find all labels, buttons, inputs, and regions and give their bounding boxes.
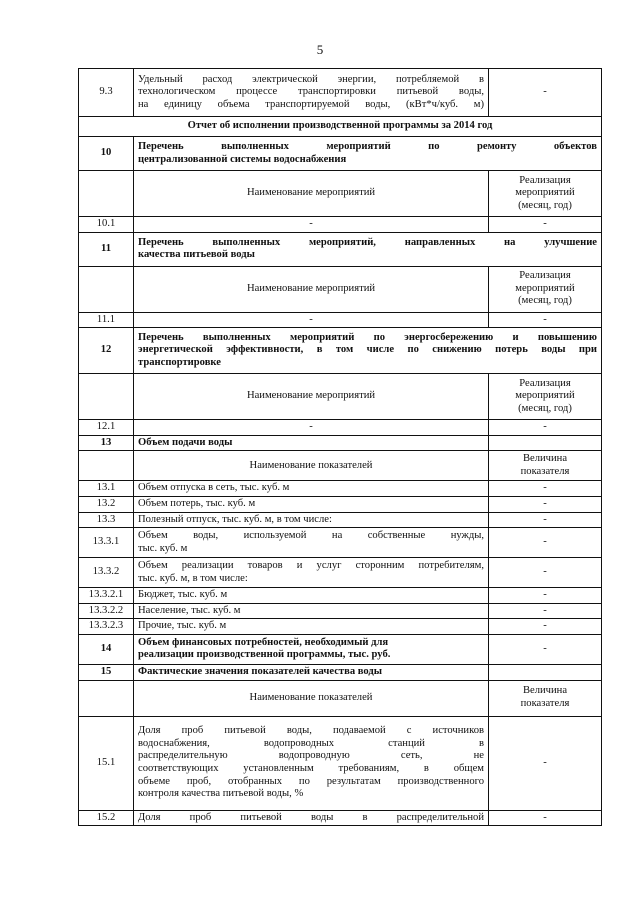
indicator-value: - bbox=[489, 528, 602, 558]
column-header-name: Наименование мероприятий bbox=[134, 171, 489, 217]
indicator-text: Объем отпуска в сеть, тыс. куб. м bbox=[134, 481, 489, 497]
indicator-text: Доля проб питьевой воды, подаваемой с источников водоснабжения, водопроводных станций в распределительную водопроводную сеть, не соответствующих установленным требованиям, в общем объеме проб, отобранных по результатам производственного контроля качества питьевой воды, % bbox=[134, 716, 489, 810]
column-header-name: Наименование мероприятий bbox=[134, 374, 489, 420]
measure-value: - bbox=[489, 420, 602, 436]
section-number: 11 bbox=[79, 232, 134, 266]
indicator-value: - bbox=[489, 496, 602, 512]
section-title: Перечень выполненных мероприятий по ремонту объектов централизованной системы водоснабжения bbox=[134, 137, 602, 171]
indicator-value: - bbox=[489, 481, 602, 497]
column-header-name: Наименование показателей bbox=[134, 680, 489, 716]
indicator-text: Прочие, тыс. куб. м bbox=[134, 619, 489, 635]
table-row-10-1 bbox=[79, 217, 602, 233]
indicator-value: - bbox=[489, 716, 602, 810]
table-row-9-3 bbox=[79, 69, 602, 117]
table-row-13-3-1 bbox=[79, 528, 602, 558]
indicator-text: Объем реализации товаров и услуг сторонним потребителям, тыс. куб. м, в том числе: bbox=[134, 558, 489, 588]
measure-name: - bbox=[134, 420, 489, 436]
indicator-value: - bbox=[489, 603, 602, 619]
column-header-row-15 bbox=[79, 680, 602, 716]
indicator-text: Доля проб питьевой воды в распределительной bbox=[134, 810, 489, 826]
indicator-value: - bbox=[489, 619, 602, 635]
column-header-row-10 bbox=[79, 171, 602, 217]
table-row-11-1 bbox=[79, 312, 602, 328]
row-number: 13.3.2.3 bbox=[79, 619, 134, 635]
section-row-13 bbox=[79, 435, 602, 451]
column-header-row-11 bbox=[79, 266, 602, 312]
table-row-13-1 bbox=[79, 481, 602, 497]
row-number: 13.3 bbox=[79, 512, 134, 528]
empty-cell bbox=[79, 374, 134, 420]
section-row-11 bbox=[79, 232, 602, 266]
section-number: 12 bbox=[79, 328, 134, 374]
report-header: Отчет об исполнении производственной программы за 2014 год bbox=[79, 117, 602, 137]
row-number: 15.1 bbox=[79, 716, 134, 810]
empty-cell bbox=[79, 680, 134, 716]
empty-cell bbox=[489, 435, 602, 451]
measure-value: - bbox=[489, 312, 602, 328]
row-number: 13.3.2 bbox=[79, 558, 134, 588]
indicator-value: - bbox=[489, 810, 602, 826]
column-header-name: Наименование мероприятий bbox=[134, 266, 489, 312]
table-row-13-2 bbox=[79, 496, 602, 512]
section-title: Фактические значения показателей качества воды bbox=[134, 664, 489, 680]
section-title: Перечень выполненных мероприятий, направленных на улучшение качества питьевой воды bbox=[134, 232, 602, 266]
section-title: Объем подачи воды bbox=[134, 435, 489, 451]
row-number: 12.1 bbox=[79, 420, 134, 436]
column-header-name: Наименование показателей bbox=[134, 451, 489, 481]
row-number: 13.2 bbox=[79, 496, 134, 512]
table-row-13-3 bbox=[79, 512, 602, 528]
section-row-14 bbox=[79, 634, 602, 664]
page-number: 5 bbox=[316, 42, 324, 57]
measure-value: - bbox=[489, 217, 602, 233]
indicator-value: - bbox=[489, 512, 602, 528]
indicator-text: Население, тыс. куб. м bbox=[134, 603, 489, 619]
row-number: 13.1 bbox=[79, 481, 134, 497]
column-header-value: Реализация мероприятий (месяц, год) bbox=[489, 266, 602, 312]
column-header-row-12 bbox=[79, 374, 602, 420]
row-number: 10.1 bbox=[79, 217, 134, 233]
column-header-value: Величина показателя bbox=[489, 680, 602, 716]
table-row-13-3-2-2 bbox=[79, 603, 602, 619]
row-number: 15.2 bbox=[79, 810, 134, 826]
row-number: 11.1 bbox=[79, 312, 134, 328]
indicator-value: - bbox=[489, 69, 602, 117]
indicator-value: - bbox=[489, 558, 602, 588]
empty-cell bbox=[489, 664, 602, 680]
table-row-13-3-2-1 bbox=[79, 588, 602, 604]
empty-cell bbox=[79, 451, 134, 481]
table-row-15-1 bbox=[79, 716, 602, 810]
measure-name: - bbox=[134, 217, 489, 233]
measure-name: - bbox=[134, 312, 489, 328]
indicator-text: Удельный расход электрической энергии, потребляемой в технологическом процессе транспортировки питьевой воды, на единицу объема транспортируемой воды, (кВт*ч/куб. м) bbox=[134, 69, 489, 117]
indicator-value: - bbox=[489, 634, 602, 664]
table-row-13-3-2-3 bbox=[79, 619, 602, 635]
section-number: 10 bbox=[79, 137, 134, 171]
column-header-value: Реализация мероприятий (месяц, год) bbox=[489, 374, 602, 420]
indicator-text: Бюджет, тыс. куб. м bbox=[134, 588, 489, 604]
table-row-12-1 bbox=[79, 420, 602, 436]
production-program-table bbox=[78, 68, 602, 826]
table-row-15-2 bbox=[79, 810, 602, 826]
row-number: 13.3.1 bbox=[79, 528, 134, 558]
table-row-13-3-2 bbox=[79, 558, 602, 588]
section-number: 14 bbox=[79, 634, 134, 664]
empty-cell bbox=[79, 266, 134, 312]
row-number: 13.3.2.1 bbox=[79, 588, 134, 604]
column-header-value: Величина показателя bbox=[489, 451, 602, 481]
section-title: Перечень выполненных мероприятий по энергосбережению и повышению энергетической эффективности, в том числе по снижению потерь воды при транспортировке bbox=[134, 328, 602, 374]
column-header-value: Реализация мероприятий (месяц, год) bbox=[489, 171, 602, 217]
indicator-text: Объем потерь, тыс. куб. м bbox=[134, 496, 489, 512]
section-number: 13 bbox=[79, 435, 134, 451]
indicator-text: Объем воды, используемой на собственные нужды, тыс. куб. м bbox=[134, 528, 489, 558]
section-row-12 bbox=[79, 328, 602, 374]
row-number: 13.3.2.2 bbox=[79, 603, 134, 619]
column-header-row-13 bbox=[79, 451, 602, 481]
indicator-value: - bbox=[489, 588, 602, 604]
section-row-15 bbox=[79, 664, 602, 680]
section-title: Объем финансовых потребностей, необходимый для реализации производственной программы, тыс. руб. bbox=[134, 634, 489, 664]
section-number: 15 bbox=[79, 664, 134, 680]
row-number: 9.3 bbox=[79, 69, 134, 117]
section-row-10 bbox=[79, 137, 602, 171]
report-header-row bbox=[79, 117, 602, 137]
empty-cell bbox=[79, 171, 134, 217]
indicator-text: Полезный отпуск, тыс. куб. м, в том числе: bbox=[134, 512, 489, 528]
